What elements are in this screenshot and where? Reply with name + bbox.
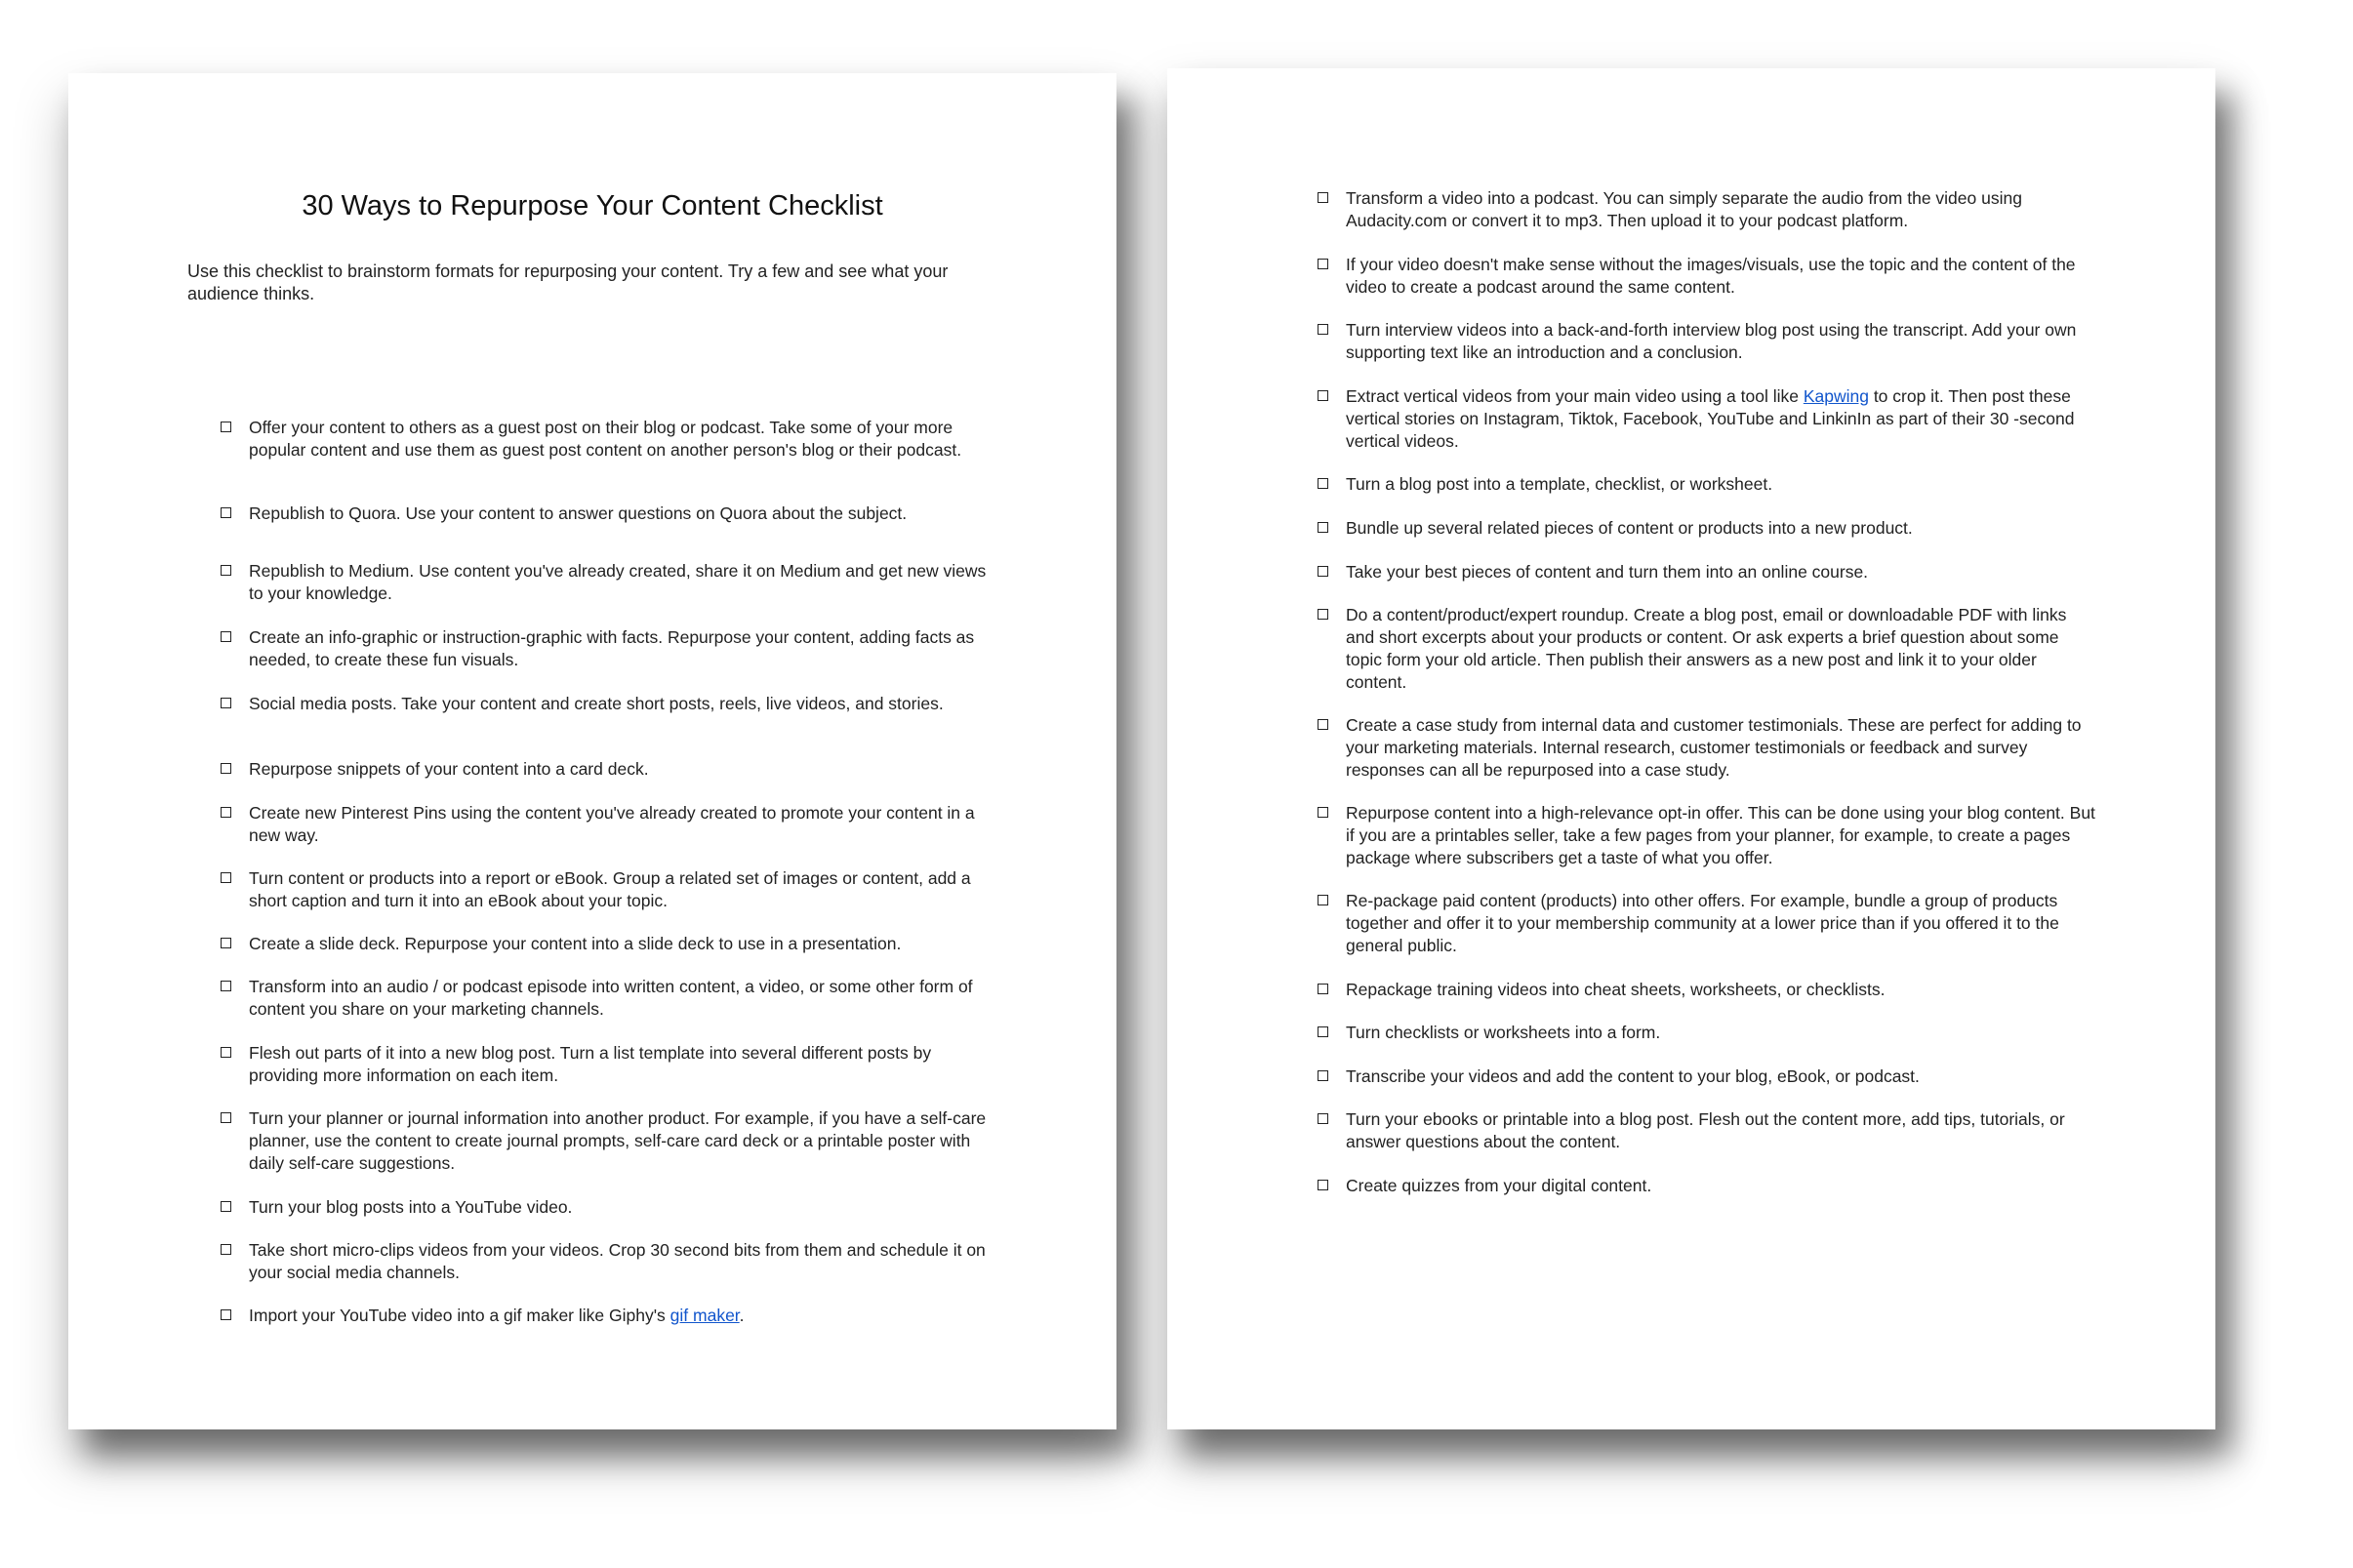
checklist-item xyxy=(1318,1175,2157,1197)
checkbox-icon[interactable] xyxy=(1318,478,1328,489)
checklist-item-text-after-link: . xyxy=(739,1306,745,1325)
checklist-item xyxy=(221,758,1070,781)
checklist-item-text-before-link: Extract vertical videos from your main video using a tool like xyxy=(1346,386,1804,406)
checklist-item-text: Bundle up several related pieces of content or products into a new product. xyxy=(1346,518,1913,538)
checklist-item xyxy=(221,503,1070,525)
checklist-item xyxy=(1318,319,2157,364)
checklist-item-text-before-link: Import your YouTube video into a gif maker like Giphy's xyxy=(249,1306,670,1325)
checklist-item-text: Offer your content to others as a guest post on their blog or podcast. Take some of your more popular content and use them as guest post content on another person's blog or their podcast. xyxy=(249,418,962,460)
checklist-item xyxy=(221,693,1070,715)
checklist-item-text: Republish to Medium. Use content you've already created, share it on Medium and get new views to your knowledge. xyxy=(249,561,987,603)
checkbox-icon[interactable] xyxy=(1318,984,1328,994)
checklist-item-text: Transform into an audio / or podcast episode into written content, a video, or some other form of content you share on your marketing channels. xyxy=(249,977,973,1019)
kapwing-link[interactable]: Kapwing xyxy=(1803,386,1869,406)
checkbox-icon[interactable] xyxy=(1318,390,1328,401)
checklist-item xyxy=(221,933,1070,955)
checklist-item-text: Create quizzes from your digital content. xyxy=(1346,1176,1652,1195)
intro-paragraph: Use this checklist to brainstorm formats for repurposing your content. Try a few and see what your audience thinks. xyxy=(187,261,949,303)
checkbox-icon[interactable] xyxy=(1318,566,1328,577)
checklist-item-text: Turn a blog post into a template, checklist, or worksheet. xyxy=(1346,474,1773,494)
checkbox-icon[interactable] xyxy=(221,507,231,518)
checklist-item-text: Create new Pinterest Pins using the content you've already created to promote your content in a new way. xyxy=(249,803,975,845)
checkbox-icon[interactable] xyxy=(221,1201,231,1212)
checkbox-icon[interactable] xyxy=(1318,192,1328,203)
checklist-item xyxy=(1318,473,2157,496)
checklist-item xyxy=(1318,1065,2157,1088)
checkbox-icon[interactable] xyxy=(221,763,231,774)
checkbox-icon[interactable] xyxy=(221,631,231,642)
checklist-item xyxy=(1318,802,2157,869)
checkbox-icon[interactable] xyxy=(221,1047,231,1058)
checklist-item xyxy=(221,867,1070,912)
checklist-item-text: Transform a video into a podcast. You can simply separate the audio from the video using Audacity.com or convert it to mp3. Then upload it to your podcast platform. xyxy=(1346,188,2022,230)
checklist-page-2 xyxy=(1167,68,2215,1429)
checklist-item-text: Turn your blog posts into a YouTube video. xyxy=(249,1197,573,1217)
checklist-item-text: If your video doesn't make sense without the images/visuals, use the topic and the content of the video to create a podcast around the same content. xyxy=(1346,255,2076,297)
checkbox-icon[interactable] xyxy=(1318,1026,1328,1037)
checkbox-icon[interactable] xyxy=(221,698,231,708)
checklist-item-text: Repurpose content into a high-relevance opt-in offer. This can be done using your blog content. But if you are a printables seller, take a few pages from your planner, for example, to create a pages package where subscribers get a taste of what you offer. xyxy=(1346,803,2095,867)
checklist-item-text: Create an info-graphic or instruction-graphic with facts. Repurpose your content, adding facts as needed, to create these fun visuals. xyxy=(249,627,975,669)
checkbox-icon[interactable] xyxy=(221,1309,231,1320)
checklist-item xyxy=(1318,254,2157,299)
checklist-item xyxy=(1318,385,2157,453)
checklist-item xyxy=(1318,604,2157,694)
checkbox-icon[interactable] xyxy=(221,981,231,991)
checklist-item-text: Create a case study from internal data and customer testimonials. These are perfect for adding to your marketing materials. Internal research, customer testimonials or feedback and survey responses can all be repurposed into a case study. xyxy=(1346,715,2082,780)
checklist-item xyxy=(221,1042,1070,1087)
checkbox-icon[interactable] xyxy=(1318,895,1328,905)
checklist-item xyxy=(221,1196,1070,1219)
checklist-item xyxy=(221,1305,1070,1327)
checkbox-icon[interactable] xyxy=(221,1244,231,1255)
checklist-item xyxy=(221,1239,1070,1284)
checklist-item xyxy=(221,417,1070,462)
checkbox-icon[interactable] xyxy=(1318,807,1328,818)
checklist-item xyxy=(221,560,1070,605)
checklist-item-text: Do a content/product/expert roundup. Create a blog post, email or downloadable PDF with links and short excerpts about your products or content. Or ask experts a brief question about some topic form your old article. Then publish their answers as a new post and link it to your older content. xyxy=(1346,605,2067,692)
checklist-item-text: Turn your planner or journal information into another product. For example, if you have a self-care planner, use the content to create journal prompts, self-care card deck or a printable poster with daily self-care suggestions. xyxy=(249,1108,987,1173)
checklist-item xyxy=(221,976,1070,1021)
checkbox-icon[interactable] xyxy=(1318,1180,1328,1190)
checklist-item xyxy=(1318,1108,2157,1153)
checkbox-icon[interactable] xyxy=(1318,1070,1328,1081)
checklist-item xyxy=(1318,1022,2157,1044)
checkbox-icon[interactable] xyxy=(221,938,231,948)
checklist-item-text: Take short micro-clips videos from your videos. Crop 30 second bits from them and schedule it on your social media channels. xyxy=(249,1240,986,1282)
checklist-item-text: Turn checklists or worksheets into a form. xyxy=(1346,1023,1661,1042)
checklist-item-text: Repackage training videos into cheat sheets, worksheets, or checklists. xyxy=(1346,980,1886,999)
checklist-item-text: Republish to Quora. Use your content to answer questions on Quora about the subject. xyxy=(249,503,908,523)
checklist-item xyxy=(1318,714,2157,782)
checkbox-icon[interactable] xyxy=(221,807,231,818)
checklist-item-text: Transcribe your videos and add the content to your blog, eBook, or podcast. xyxy=(1346,1066,1920,1086)
checklist-item-text: Turn content or products into a report or eBook. Group a related set of images or content, add a short caption and turn it into an eBook about your topic. xyxy=(249,868,971,910)
checkbox-icon[interactable] xyxy=(221,1112,231,1123)
checkbox-icon[interactable] xyxy=(1318,609,1328,620)
checkbox-icon[interactable] xyxy=(1318,719,1328,730)
checklist-item xyxy=(1318,890,2157,957)
checklist-item xyxy=(1318,187,2157,232)
checklist-item-text: Repurpose snippets of your content into a card deck. xyxy=(249,759,649,779)
checkbox-icon[interactable] xyxy=(1318,259,1328,269)
checklist-item-text: Turn interview videos into a back-and-forth interview blog post using the transcript. Add your own supporting text like an introduction and a conclusion. xyxy=(1346,320,2077,362)
checklist-page-1 xyxy=(68,73,1116,1429)
checklist-item-text: Turn your ebooks or printable into a blog post. Flesh out the content more, add tips, tutorials, or answer questions about the content. xyxy=(1346,1109,2065,1151)
checklist-item-text: Re-package paid content (products) into other offers. For example, bundle a group of products together and offer it to your membership community at a lower price than if you offered it to the general public. xyxy=(1346,891,2059,955)
checkbox-icon[interactable] xyxy=(221,565,231,576)
checklist-item-text: Take your best pieces of content and turn them into an online course. xyxy=(1346,562,1869,582)
checklist-item-text: Flesh out parts of it into a new blog post. Turn a list template into several different posts by providing more information on each item. xyxy=(249,1043,932,1085)
checklist-item-text xyxy=(1346,385,2097,453)
checklist-item-text: Social media posts. Take your content and create short posts, reels, live videos, and stories. xyxy=(249,694,944,713)
checkbox-icon[interactable] xyxy=(1318,324,1328,335)
document-title: 30 Ways to Repurpose Your Content Checklist xyxy=(302,190,883,221)
checklist-item-text: Create a slide deck. Repurpose your content into a slide deck to use in a presentation. xyxy=(249,934,902,953)
checklist-item-text-after-link: to crop it. Then post these vertical stories on Instagram, Tiktok, Facebook, YouTube and LinkinIn as part of their 30 -second vertical videos. xyxy=(1346,386,2075,451)
gif-maker-link[interactable]: gif maker xyxy=(669,1306,740,1325)
checkbox-icon[interactable] xyxy=(1318,522,1328,533)
checklist-item xyxy=(1318,517,2157,540)
checkbox-icon[interactable] xyxy=(1318,1113,1328,1124)
checklist-item xyxy=(221,1107,1070,1175)
checklist-item xyxy=(1318,561,2157,583)
checklist-item xyxy=(221,626,1070,671)
checklist-item xyxy=(221,802,1070,847)
checklist-item-text xyxy=(249,1305,1000,1327)
checkbox-icon[interactable] xyxy=(221,872,231,883)
checklist-item xyxy=(1318,979,2157,1001)
checkbox-icon[interactable] xyxy=(221,422,231,432)
